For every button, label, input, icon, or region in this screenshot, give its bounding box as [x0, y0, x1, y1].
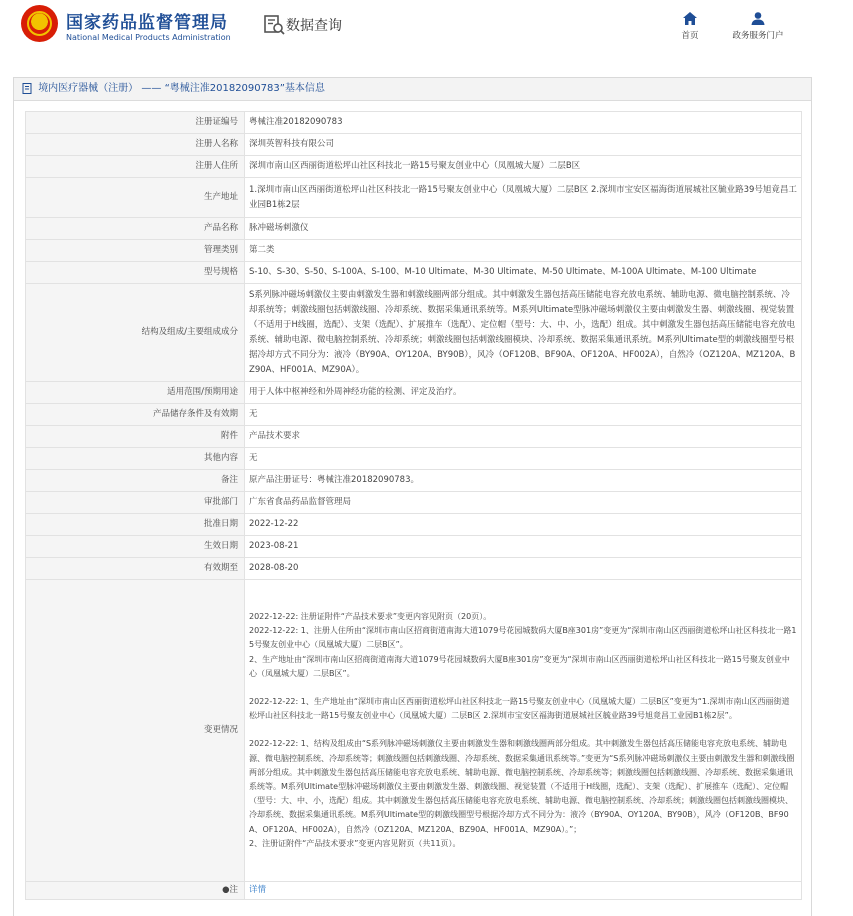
change-entry: 2022-12-22: 1、生产地址由“深圳市南山区西丽街道松坪山社区科技北一路15号聚友创业中心（凤凰城大厦）二层B区”变更为“1.深圳市南山区西丽街道松坪山社区科技北一路15号聚友创业中心（凤凰城大厦）二层B区 2.深圳市宝安区福海街道展城社区毓业路39号旭竟昌工业园B1栋2层”。	[249, 696, 790, 721]
field-label: 产品储存条件及有效期	[26, 404, 245, 426]
nav-home-label: 首页	[681, 31, 699, 41]
field-value: 深圳英智科技有限公司	[245, 134, 802, 156]
user-icon	[751, 12, 765, 25]
data-search-icon	[263, 14, 285, 36]
change-entry: 2、生产地址由“深圳市南山区招商街道南海大道1079号花园城数码大厦B座301房”变更为“深圳市南山区西丽街道松坪山社区科技北一路15号聚友创业中心（凤凰城大厦）二层B区”。	[249, 654, 790, 678]
detail-table	[25, 111, 802, 900]
table-row	[26, 382, 802, 404]
change-entry: 2022-12-22: 1、注册人住所由“深圳市南山区招商街道南海大道1079号花园城数码大厦B座301房”变更为“深圳市南山区西丽街道松坪山社区科技北一路15号聚友创业中心（凤凰城大厦）二层B区”。	[249, 626, 797, 650]
field-value: 2023-08-21	[245, 536, 802, 558]
site-header	[0, 0, 853, 54]
field-label: 注册证编号	[26, 112, 245, 134]
field-label: 型号规格	[26, 262, 245, 284]
field-label: 附件	[26, 426, 245, 448]
field-value: 无	[245, 448, 802, 470]
change-entry: 2、注册证附件“产品技术要求”变更内容见附页（共11页）。	[249, 838, 461, 848]
field-label: 注册人名称	[26, 134, 245, 156]
details-link[interactable]: 详情	[249, 885, 267, 895]
field-label: 生产地址	[26, 178, 245, 218]
field-label: 有效期至	[26, 558, 245, 580]
footer-label: ●注	[26, 882, 245, 900]
field-value: 产品技术要求	[245, 426, 802, 448]
table-row	[26, 470, 802, 492]
table-row	[26, 426, 802, 448]
site-title[interactable]: 国家药品监督管理局	[66, 13, 228, 33]
field-label: 变更情况	[26, 580, 245, 882]
field-label: 其他内容	[26, 448, 245, 470]
table-row	[26, 536, 802, 558]
breadcrumb-category[interactable]: 境内医疗器械（注册）	[38, 83, 139, 94]
field-value: S-10、S-30、S-50、S-100A、S-100、M-10 Ultimate、M-30 Ultimate、M-50 Ultimate、M-100A Ultimate、M-100 Ultimate	[245, 262, 802, 284]
field-value: 2022-12-22	[245, 514, 802, 536]
table-row	[26, 134, 802, 156]
field-value: 第二类	[245, 240, 802, 262]
site-subtitle: National Medical Products Administration	[66, 33, 231, 42]
nav-service-portal[interactable]	[723, 12, 793, 41]
field-value: 用于人体中枢神经和外周神经功能的检测、评定及治疗。	[245, 382, 802, 404]
field-label: 管理类别	[26, 240, 245, 262]
document-icon	[22, 83, 33, 94]
breadcrumb-separator: ——	[141, 83, 162, 94]
field-value: 脉冲磁场刺激仪	[245, 218, 802, 240]
nav-home[interactable]	[670, 12, 710, 41]
field-value: 粤械注准20182090783	[245, 112, 802, 134]
field-value: 1.深圳市南山区西丽街道松坪山社区科技北一路15号聚友创业中心（凤凰城大厦）二层B区 2.深圳市宝安区福海街道展城社区毓业路39号旭竟昌工业园B1栋2层	[245, 178, 802, 218]
field-label: 审批部门	[26, 492, 245, 514]
table-row	[26, 404, 802, 426]
table-row	[26, 558, 802, 580]
field-value: 无	[245, 404, 802, 426]
table-row	[26, 492, 802, 514]
field-value: 广东省食品药品监督管理局	[245, 492, 802, 514]
table-row	[26, 284, 802, 382]
table-row	[26, 514, 802, 536]
breadcrumb-record-title: “粤械注准20182090783”基本信息	[164, 83, 325, 94]
national-emblem-logo[interactable]	[21, 5, 58, 42]
field-value: 原产品注册证号：粤械注准20182090783。	[245, 470, 802, 492]
home-icon	[683, 12, 697, 25]
table-row	[26, 240, 802, 262]
breadcrumb	[14, 78, 811, 101]
change-entry: 2022-12-22: 注册证附件“产品技术要求”变更内容见附页（20页）。	[249, 611, 492, 621]
table-row	[26, 882, 802, 900]
field-label: 适用范围/预期用途	[26, 382, 245, 404]
field-label: 生效日期	[26, 536, 245, 558]
change-entry: 2022-12-22: 1、结构及组成由“S系列脉冲磁场刺激仪主要由刺激发生器和刺激线圈两部分组成。其中刺激发生器包括高压储能电容充放电系统、辅助电源、微电脑控制系统、冷却系统等；刺激线圈包括刺激线圈、冷却系统、数据采集通讯系统等。”变更为“S系列脉冲磁场刺激仪主要由刺激发生器和刺激线圈两部分组成。其中刺激发生器包括高压储能电容充放电系统、辅助电源、微电脑控制系统、冷却系统等；刺激线圈包括刺激线圈、冷却系统、数据采集通讯系统等。M系列Ultimate型脉冲磁场刺激仪主要由刺激发生器、刺激线圈、视觉装置（不适用于H线圈，选配）、支架（选配）、扩展推车（选配）、定位帽（型号：大、中、小，选配）组成。其中刺激发生器包括高压储能电容充放电系统、辅助电源、微电脑控制系统、冷却系统；刺激线圈包括刺激线圈模块、冷却系统、数据采集通讯系统。M系列Ultimate型的刺激线圈型号根据冷却方式不同分为：液冷（BY90A、OY120A、BY90B），风冷（OF120B、BF90A、OF120A、HF002A），自然冷（OZ120A、MZ120A、BZ90A、HF001A、MZ90A）。”；	[249, 739, 795, 834]
field-label: 备注	[26, 470, 245, 492]
table-row	[26, 218, 802, 240]
field-value: S系列脉冲磁场刺激仪主要由刺激发生器和刺激线圈两部分组成。其中刺激发生器包括高压储能电容充放电系统、辅助电源、微电脑控制系统、冷却系统等；刺激线圈包括刺激线圈、冷却系统、数据采集通讯系统等。M系列Ultimate型脉冲磁场刺激仪主要由刺激发生器、刺激线圈、视觉装置（不适用于H线圈，选配）、支架（选配）、扩展推车（选配）、定位帽（型号：大、中、小，选配）组成。其中刺激发生器包括高压储能电容充放电系统、辅助电源、微电脑控制系统、冷却系统；刺激线圈包括刺激线圈模块、冷却系统、数据采集通讯系统。M系列Ultimate型的刺激线圈型号根据冷却方式不同分为：液冷（BY90A、OY120A、BY90B），风冷（OF120B、BF90A、OF120A、HF002A），自然冷（OZ120A、MZ120A、BZ90A、HF001A、MZ90A）。	[245, 284, 802, 382]
field-label: 产品名称	[26, 218, 245, 240]
field-value: 深圳市南山区西丽街道松坪山社区科技北一路15号聚友创业中心（凤凰城大厦）二层B区	[245, 156, 802, 178]
table-row	[26, 112, 802, 134]
star-icon: ●	[222, 885, 230, 895]
field-label: 结构及组成/主要组成成分	[26, 284, 245, 382]
table-row	[26, 580, 802, 882]
field-label: 批准日期	[26, 514, 245, 536]
change-history	[245, 580, 802, 882]
details-cell	[245, 882, 802, 900]
nav-portal-label: 政务服务门户	[732, 31, 784, 41]
field-value: 2028-08-20	[245, 558, 802, 580]
section-title: 数据查询	[286, 18, 342, 34]
table-row	[26, 178, 802, 218]
field-label: 注册人住所	[26, 156, 245, 178]
table-row	[26, 156, 802, 178]
table-row	[26, 262, 802, 284]
table-row	[26, 448, 802, 470]
detail-card	[13, 77, 812, 916]
